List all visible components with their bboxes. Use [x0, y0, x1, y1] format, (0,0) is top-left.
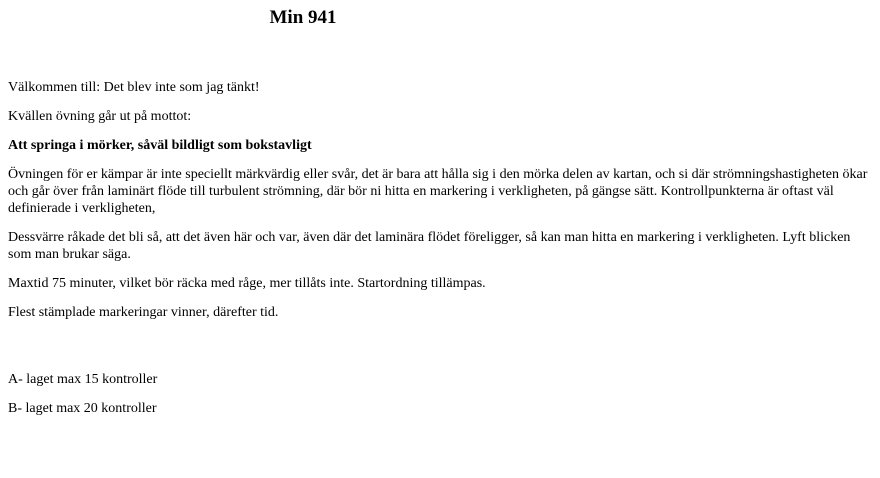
- max-time-text: Maxtid 75 minuter, vilket bör räcka med råge, mer tillåts inte. Startordning tillämpas.: [8, 276, 486, 291]
- unfortunately-text: Dessvärre råkade det bli så, att det även här och var, även där det laminära flödet föreligger, så kan man hitta en markering i verkligheten. Lyft blicken som man brukar säga.: [8, 230, 851, 262]
- winner-text: Flest stämplade markeringar vinner, därefter tid.: [8, 305, 279, 320]
- motto-text: Att springa i mörker, såväl bildligt som bokstavligt: [8, 138, 312, 153]
- description-text: Övningen för er kämpar är inte speciellt märkvärdig eller svår, det är bara att hålla sig i den mörka delen av kartan, och si där strömningshastigheten ökar och går över från laminärt flöde till turbulent strömning, där bör ni hitta en markering i verkligheten, på gängse sätt. Kontrollpunkterna är oftast väl definierade i verkligheten,: [8, 167, 868, 216]
- spacer: [8, 333, 872, 371]
- class-b-text: B- laget max 20 kontroller: [8, 401, 157, 416]
- page-title: Min 941: [269, 7, 337, 28]
- main-content: [8, 79, 872, 417]
- welcome-text: Välkommen till: Det blev inte som jag tänkt!: [8, 80, 260, 95]
- class-a-text: A- laget max 15 kontroller: [8, 372, 158, 387]
- motto-intro-text: Kvällen övning går ut på mottot:: [8, 109, 192, 124]
- title-bar: [8, 0, 598, 35]
